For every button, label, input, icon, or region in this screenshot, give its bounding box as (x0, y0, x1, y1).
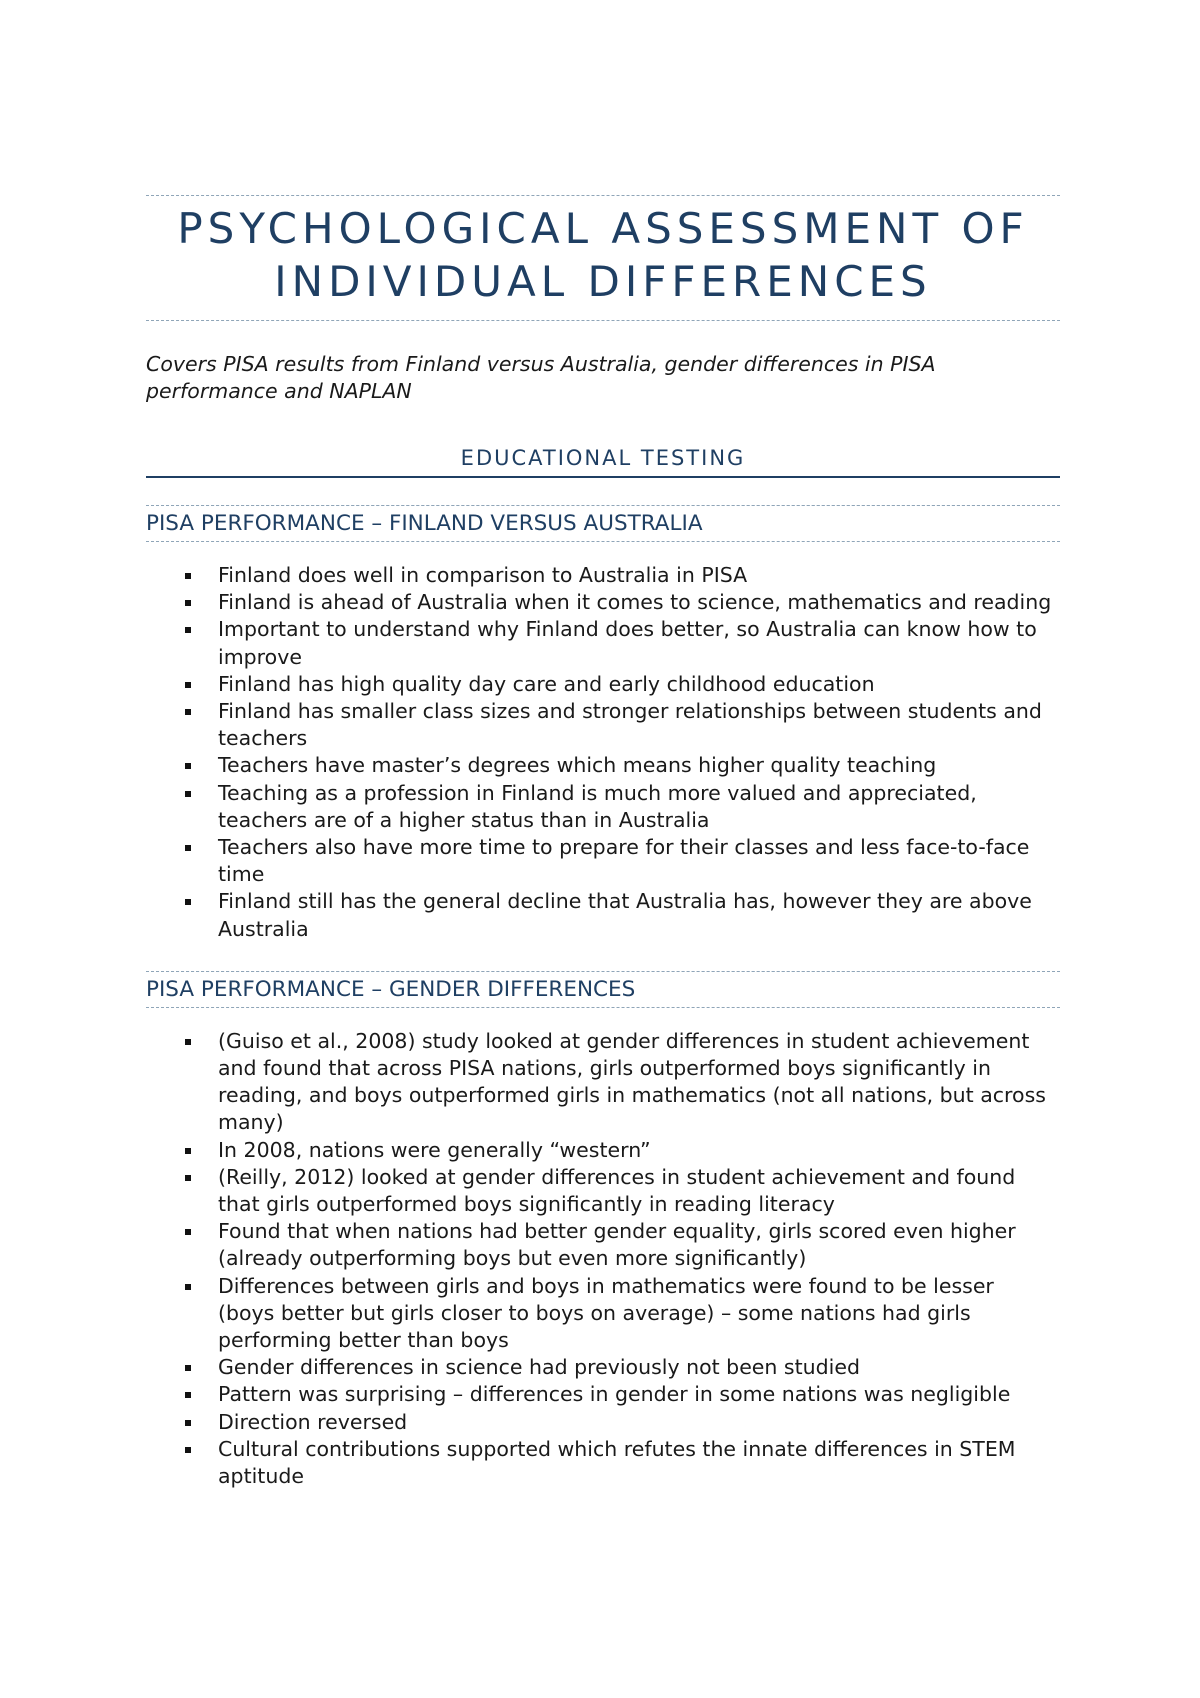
list-item (146, 1381, 1060, 1408)
list-item (146, 1164, 1060, 1218)
list-item-text: Cultural contributions supported which refutes the innate differences in STEM aptitude (218, 1436, 1016, 1489)
list-item-text: Differences between girls and boys in mathematics were found to be lesser (boys better but girls closer to boys on average) – some nations had girls performing better than boys (218, 1273, 994, 1353)
section-heading-educational-testing: EDUCATIONAL TESTING (146, 444, 1060, 478)
square-bullet-icon (185, 899, 191, 905)
square-bullet-icon (185, 1392, 191, 1398)
square-bullet-icon (185, 1148, 191, 1154)
bullet-list-finland-vs-australia (146, 562, 1060, 943)
square-bullet-icon (185, 1229, 191, 1235)
list-item-text: Important to understand why Finland does better, so Australia can know how to improve (218, 617, 1037, 669)
list-item (146, 888, 1060, 942)
square-bullet-icon (185, 763, 191, 769)
square-bullet-icon (185, 1039, 191, 1045)
list-item (146, 616, 1060, 670)
list-item-text: Finland is ahead of Australia when it comes to science, mathematics and reading (218, 590, 1052, 615)
list-item-text: Finland still has the general decline that Australia has, however they are above Australia (218, 889, 1032, 941)
square-bullet-icon (185, 573, 191, 579)
list-item (146, 562, 1060, 589)
list-item-text: Finland has high quality day care and early childhood education (218, 671, 875, 696)
square-bullet-icon (185, 791, 191, 797)
square-bullet-icon (185, 1365, 191, 1371)
list-item (146, 1409, 1060, 1436)
list-item (146, 752, 1060, 779)
bullet-list-gender-differences (146, 1028, 1060, 1490)
document-page (146, 195, 1060, 1490)
subheading-finland-vs-australia (146, 505, 1060, 542)
list-item-text: Found that when nations had better gender equality, girls scored even higher (already outperforming boys but even more significantly) (218, 1219, 1016, 1271)
square-bullet-icon (185, 682, 191, 688)
square-bullet-icon (185, 845, 191, 851)
title-block (146, 195, 1060, 321)
square-bullet-icon (185, 627, 191, 633)
list-item (146, 834, 1060, 888)
list-item (146, 1436, 1060, 1490)
square-bullet-icon (185, 1284, 191, 1290)
list-item (146, 1273, 1060, 1355)
list-item (146, 1354, 1060, 1381)
document-subtitle: Covers PISA results from Finland versus Australia, gender differences in PISA performance and NAPLAN (146, 352, 936, 403)
list-item (146, 1218, 1060, 1272)
list-item-text: Finland does well in comparison to Australia in PISA (218, 563, 748, 587)
list-item-text: Teachers also have more time to prepare for their classes and less face-to-face time (218, 835, 1030, 887)
list-item (146, 698, 1060, 752)
square-bullet-icon (185, 709, 191, 715)
list-item-text: Teaching as a profession in Finland is much more valued and appreciated, teachers are of a higher status than in Australia (218, 780, 977, 832)
subheading-finland-vs-australia-text: PISA PERFORMANCE – FINLAND VERSUS AUSTRALIA (146, 505, 1060, 539)
document-title-line-2: INDIVIDUAL DIFFERENCES (274, 257, 932, 306)
list-item (146, 589, 1060, 616)
square-bullet-icon (185, 600, 191, 606)
list-item-text: (Guiso et al., 2008) study looked at gender differences in student achievement and found that across PISA nations, girls outperformed boys significantly in reading, and boys outperformed girls in mathematics (not all nations, but across many) (218, 1028, 1046, 1135)
square-bullet-icon (185, 1447, 191, 1453)
list-item-text: In 2008, nations were generally “western” (218, 1137, 651, 1162)
square-bullet-icon (185, 1420, 191, 1426)
list-item-text: Direction reversed (218, 1409, 408, 1434)
subheading-gender-differences-text: PISA PERFORMANCE – GENDER DIFFERENCES (146, 971, 1060, 1005)
document-title-line-1: PSYCHOLOGICAL ASSESSMENT OF (177, 204, 1029, 253)
list-item-text: Pattern was surprising – differences in gender in some nations was negligible (218, 1382, 1011, 1407)
list-item-text: Finland has smaller class sizes and stronger relationships between students and teachers (218, 699, 1042, 751)
list-item (146, 1028, 1060, 1137)
list-item (146, 780, 1060, 834)
subheading-gender-differences (146, 971, 1060, 1008)
square-bullet-icon (185, 1175, 191, 1181)
list-item (146, 671, 1060, 698)
list-item-text: Teachers have master’s degrees which means higher quality teaching (218, 753, 937, 778)
list-item-text: (Reilly, 2012) looked at gender differences in student achievement and found that girls outperformed boys significantly in reading literacy (218, 1164, 1016, 1217)
list-item-text: Gender differences in science had previously not been studied (218, 1355, 860, 1380)
list-item (146, 1137, 1060, 1164)
